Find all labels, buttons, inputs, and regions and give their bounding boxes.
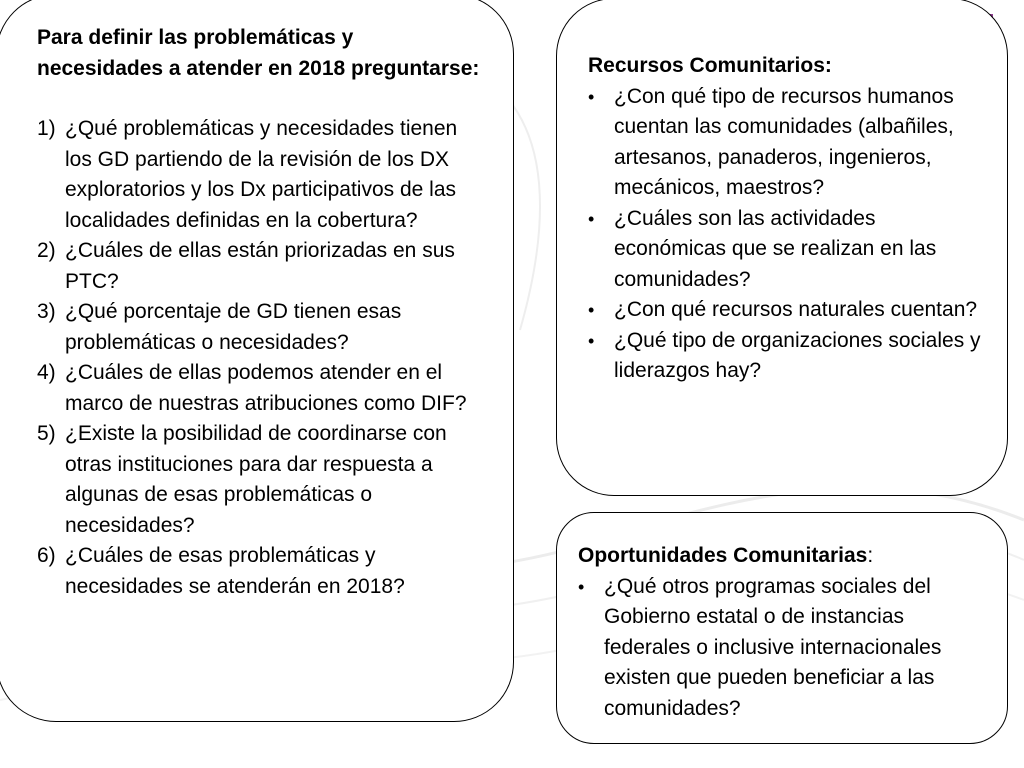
bullet-icon: • [578,576,585,597]
question-number: 6) [37,544,56,567]
community-resources-box [556,0,1008,496]
question-text: ¿Cuáles de ellas podemos atender en el marco de nuestras atribuciones como DIF? [65,361,467,415]
question-text: ¿Qué porcentaje de GD tienen esas problemáticas o necesidades? [65,300,402,354]
questions-list [37,114,483,602]
question-text: ¿Cuáles de esas problemáticas y necesidades se atenderán en 2018? [65,544,405,598]
question-item [37,297,483,358]
question-item [37,419,483,541]
opportunities-list [578,572,987,725]
question-text: ¿Cuáles de ellas están priorizadas en sus PTC? [65,239,455,293]
question-number: 3) [37,300,56,323]
resource-item [588,295,987,326]
resources-heading: Recursos Comunitarios: [588,54,832,77]
community-opportunities-box [556,512,1008,744]
questions-heading: Para definir las problemáticas y necesidades a atender en 2018 preguntarse: [37,26,480,80]
question-text: ¿Qué problemáticas y necesidades tienen los GD partiendo de la revisión de los DX exploratorios y los Dx participativos de las localidades definidas en la cobertura? [65,117,458,232]
resource-item [588,204,987,296]
question-item [37,114,483,236]
spacer [37,84,483,114]
opportunities-heading-colon: : [867,544,874,567]
resource-text: ¿Cuáles son las actividades económicas que se realizan en las comunidades? [614,206,937,291]
question-number: 2) [37,239,56,262]
question-item [37,236,483,297]
question-number: 4) [37,361,56,384]
opportunity-item [578,572,987,725]
bullet-icon: • [588,300,595,320]
question-item [37,541,483,602]
resource-item [588,326,987,387]
opportunity-text: ¿Qué otros programas sociales del Gobierno estatal o de instancias federales o inclusive internacionales existen que pueden beneficiar a las comunidades? [604,574,942,720]
definition-questions-box [0,0,514,722]
resource-item [588,82,987,204]
bullet-icon: • [588,86,595,107]
bullet-icon: • [588,208,595,229]
resource-text: ¿Con qué recursos naturales cuentan? [614,298,978,321]
opportunities-heading [578,541,987,572]
resources-list [588,82,987,387]
question-item [37,358,483,419]
question-number: 1) [37,117,56,140]
bullet-icon: • [588,330,595,351]
opportunities-heading-text: Oportunidades Comunitarias [578,544,868,567]
question-number: 5) [37,422,56,445]
resource-text: ¿Qué tipo de organizaciones sociales y liderazgos hay? [614,328,981,382]
resource-text: ¿Con qué tipo de recursos humanos cuentan las comunidades (albañiles, artesanos, panaderos, ingenieros, mecánicos, maestros? [614,84,954,199]
question-text: ¿Existe la posibilidad de coordinarse con otras instituciones para dar respuesta a algunas de esas problemáticas o necesidades? [65,422,447,537]
